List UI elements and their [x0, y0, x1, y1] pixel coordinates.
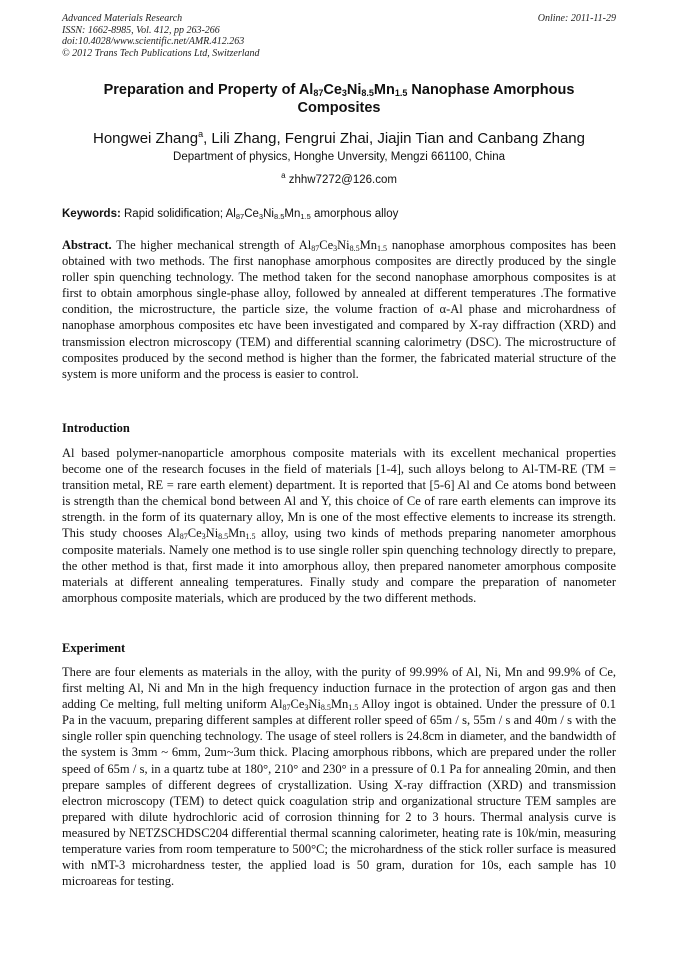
formula-subscript: 87: [179, 532, 188, 542]
formula-text: Ni: [337, 238, 350, 252]
formula-subscript: 3: [304, 703, 309, 713]
abstract-label: Abstract.: [62, 238, 112, 252]
abstract-text: nanophase amorphous composites has been obtained with two methods. The first nanophase amorphous composites are directly produced by the single roller spin quenching technology. The method taken for the second nanophase amorphous composites is at first to obtain amorphous single-phase alloy, followed by annealed at different temperatures .The formative condition, the microstructure, the particle size, the volume fraction of α-Al phase and microhardness of nanophase amorphous composites etc have been investigated and compared by X-ray diffraction (XRD) and transmission electron microscopy (TEM) and differential scanning calorimetry (DSC). The microstructure of composites produced by the second method is higher than the former, the fabricated material structure of the system is more uniform and the process is easier to control.: [62, 238, 617, 381]
title-text: Preparation and Property of Al: [103, 82, 314, 98]
formula-text: Ce: [187, 526, 202, 541]
paragraph-text: Alloy ingot is obtained. Under the pressure of 0.1 Pa in the vacuum, preparing different samples at different roller speed of 65m / s, 55m / s and 40m / s with the single roller spin quenching technology. The usage of steel rollers is 24.8cm in diameter, and the bandwidth of the system is 3mm ~ 6mm, 2um~3um thick. Placing amorphous ribbons, which are prepared under the roller speed of 65m / s, in a quartz tube at 180°, 210° and 230° in a pressure of 0.1 Pa for annealing 20min, and then prepare samples of different degrees of crystallization. Using X-ray diffraction (XRD) and transmission electron microscopy (TEM) to detect quick coagulation strip and organizational structure TEM samples are prepared with dilute hydrochloric acid of corrosion thinning for 2 to 3 hours. Thermal analysis curve is measured by NETZSCHDSC204 differential thermal scanning calorimeter, heating rate is 10k/min, measuring temperature varies from room temperature to 500°C; the microhardness of the stick roller surface is measured with nMT-3 microhardness tester, the applied load is 50 gram, duration for 10s, each sample has 10 microareas for testing.: [62, 697, 616, 889]
paragraph-text: There are four elements as materials in the alloy, with the purity of 99.99% of Al, Ni, Mn and 99.9% of Ce, first melting Al, Ni and Mn in the high frequency induction furnace in the protection of argon gas and then adding Ce melting, full melting uniform Al: [62, 665, 616, 712]
formula-subscript: 8.5: [218, 532, 229, 542]
formula-text: Ni: [205, 526, 219, 541]
formula-text: Ce: [244, 208, 259, 220]
formula-subscript: 1.5: [377, 244, 387, 253]
keywords-text: amorphous alloy: [310, 208, 399, 220]
introduction-paragraph: [62, 445, 616, 606]
formula-subscript: 87: [235, 212, 245, 221]
formula-text: Mn: [228, 526, 246, 541]
other-authors: , Lili Zhang, Fengrui Zhai, Jiajin Tian and Canbang Zhang: [203, 130, 585, 147]
online-date: Online: 2011-11-29: [537, 13, 616, 24]
abstract: [62, 237, 616, 382]
formula-subscript: 3: [333, 244, 338, 253]
journal-header: [62, 13, 616, 59]
first-author: Hongwei Zhang: [93, 130, 199, 147]
formula-text: Mn: [330, 697, 349, 712]
title-text: Mn: [373, 82, 395, 98]
formula-text: Ce: [319, 238, 334, 252]
abstract-text: The higher mechanical strength of Al: [111, 238, 312, 252]
formula-subscript: 1.5: [348, 703, 359, 713]
formula-subscript: 1.5: [300, 212, 311, 221]
formula-subscript: 3: [258, 212, 264, 221]
formula-text: Ni: [263, 208, 274, 220]
email-mark: a: [281, 171, 286, 180]
title-subscript: 1.5: [394, 88, 408, 98]
title-subscript: 3: [341, 88, 347, 98]
title-text: Nanophase Amorphous: [407, 82, 575, 98]
contact-email: [62, 168, 616, 188]
paragraph-text: Al based polymer-nanoparticle amorphous composite materials with its excellent mechanical properties become one of the research focuses in the field of materials [1-4], such alloys belong to Al-TM-RE (TM = transition metal, RE = rare earth element) department. It is reported that [5-6] Al and Ce atoms bond between is strength than the chemical bond between Al and Y, this choice of Ce of rare earth elements can improve its strength. in the form of its quaternary alloy, Mn is one of the most effective elements to increase its strength. This study chooses Al: [62, 446, 616, 541]
paper-title: [62, 81, 616, 117]
formula-subscript: 8.5: [349, 244, 360, 253]
doi-line[interactable]: doi:10.4028/www.scientific.net/AMR.412.263: [62, 36, 245, 47]
journal-name: Advanced Materials Research: [62, 13, 183, 24]
formula-subscript: 3: [201, 532, 206, 542]
issn-line: ISSN: 1662-8985, Vol. 412, pp 263-266: [62, 24, 220, 36]
formula-subscript: 8.5: [320, 703, 331, 713]
title-text: Ni: [346, 82, 362, 98]
title-line-2: Composites: [297, 100, 381, 116]
formula-subscript: 87: [282, 703, 291, 713]
copyright-line: © 2012 Trans Tech Publications Ltd, Switzerland: [62, 47, 260, 59]
keywords-text: Rapid solidification; Al: [120, 208, 236, 220]
author-list: [62, 125, 616, 148]
keywords: [62, 207, 616, 221]
formula-subscript: 87: [311, 244, 320, 253]
introduction-heading: Introduction: [62, 421, 130, 435]
formula-text: Ce: [290, 697, 305, 712]
title-text: Ce: [323, 82, 342, 98]
affiliation: Department of physics, Honghe Unversity, Mengzi 661100, China: [173, 151, 505, 163]
email-address[interactable]: zhhw7272@126.com: [285, 173, 397, 186]
experiment-heading: Experiment: [62, 641, 126, 655]
experiment-paragraph: [62, 664, 616, 889]
paragraph-text: alloy, using two kinds of methods preparing nanometer amorphous composite materials. Namely one method is to use single roller spin quenching technology directly to prepare, the other method is that, first made it into amorphous alloy, then prepared nanometer amorphous composite materials at different annealing temperatures. Finally study and compare the preparation of nanometer amorphous composite materials, which are produced by the two different methods.: [62, 526, 616, 605]
title-subscript: 8.5: [361, 88, 374, 98]
keywords-label: Keywords:: [62, 208, 121, 220]
formula-text: Mn: [359, 238, 377, 252]
author-affiliation-mark: a: [198, 129, 204, 139]
title-subscript: 87: [313, 88, 324, 98]
formula-text: Mn: [284, 208, 301, 220]
formula-subscript: 1.5: [245, 532, 256, 542]
formula-subscript: 8.5: [273, 212, 285, 221]
formula-text: Ni: [308, 697, 321, 712]
